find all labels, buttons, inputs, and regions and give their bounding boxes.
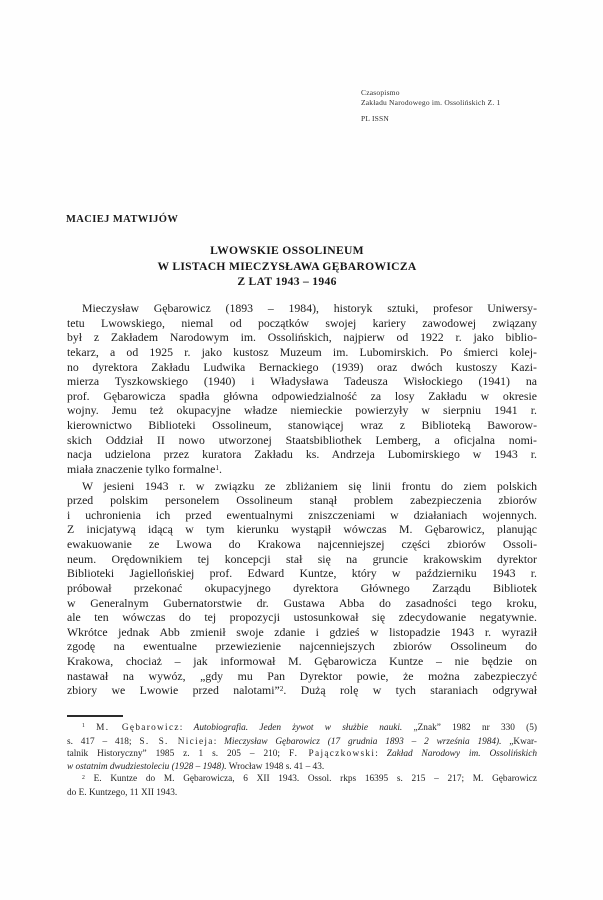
journal-header [361, 88, 541, 124]
text-line: kierownictwo Biblioteki Ossolineum, stanowiącej wraz z Biblioteką Baworow- [67, 418, 537, 432]
text-line: nastawał na wywóz, „gdy mu Pan Dyrektor powie, że można zabezpieczyć [67, 668, 537, 683]
journal-issn: PL ISSN [361, 114, 390, 123]
text-line: do E. Kuntzego, 11 XII 1943. [67, 787, 178, 798]
text-line: skich Oddział II nowo utworzonej Staatsbibliothek Lemberg, a oficjalna nomi- [67, 432, 537, 447]
text-line: zgodę na ewentualne przewiezienie najcenniejszych zbiorów Ossolineum do [67, 639, 537, 654]
footnote-divider [67, 715, 123, 717]
footnotes [67, 722, 537, 800]
text-line: W jesieni 1943 r. w związku ze zbliżaniem się linii frontu do ziem polskich [82, 478, 537, 493]
text-line: ale ten wówczas do tej propozycji ustosunkował się zdecydowanie negatywnie. [67, 610, 537, 625]
text-line: s. 417 – 418; S. S. Nicieja: Mieczysław Gębarowicz (17 grudnia 1893 – 2 września 1984). „Kwar- [67, 736, 537, 747]
journal-header-line: Czasopismo [361, 88, 400, 97]
text-line: Krakowa, chociaż – jak informował M. Gębarowicza Kuntze – nie będzie on [67, 654, 537, 668]
article-body [67, 301, 537, 700]
text-line: w ostatnim dwudziestoleciu (1928 – 1948). Wrocław 1948 s. 41 – 43. [67, 761, 325, 772]
journal-header-line: Zakładu Narodowego im. Ossolińskich Z. 1 [361, 98, 501, 107]
text-line: w Generalnym Gubernatorstwie dr. Gustawa Abba do zasadności tego kroku, [67, 595, 537, 610]
text-line: mierza Tyszkowskiego (1940) i Władysława Tadeusza Wisłockiego (1941) na [67, 374, 537, 389]
text-line: prof. Gębarowicza spadła główna odpowiedzialność za losy Zakładu w okresie [67, 388, 537, 403]
article-title-line: Z LAT 1943 – 1946 [237, 275, 337, 289]
body-paragraph [67, 479, 537, 700]
article-title [67, 243, 507, 290]
text-line: Mieczysław Gębarowicz (1893 – 1984), historyk sztuki, profesor Uniwersy- [82, 301, 537, 315]
article-title-line: LWOWSKIE OSSOLINEUM [210, 244, 364, 257]
text-line: próbował przekonać okupacyjnego dyrektora Głównego Zarządu Bibliotek [67, 580, 537, 595]
footnote [67, 773, 537, 799]
text-line: talnik Historyczny” 1985 z. 1 s. 205 – 210; F. Pajączkowski: Zakład Narodowy im. Ossolińskich [67, 749, 537, 760]
text-line: tetu Lwowskiego, niemal od początków swojej kariery zawodowej związany [67, 315, 537, 330]
article-title-line: W LISTACH MIECZYSŁAWA GĘBAROWICZA [157, 259, 417, 273]
text-line: przed polskim personelem Ossolineum stanął problem zabezpieczenia zbiorów [67, 493, 537, 508]
text-line: był z Zakładem Narodowym im. Ossolińskich, najpierw od 1922 r. jako biblio- [67, 330, 537, 345]
text-line: Wkrótce jednak Abb zmienił swoje zdanie i gdzieś w listopadzie 1943 r. wyraził [67, 624, 537, 639]
text-line: $^2$ E. Kuntze do M. Gębarowicza, 6 XII 1943. Ossol. rkps 16395 s. 215 – 217; M. Gębarowicz [82, 774, 537, 785]
text-line: wojny. Jemu też okupacyjne władze niemieckie powierzyły w sierpniu 1941 r. [67, 403, 537, 418]
text-line: zbiory we Lwowie przed nalotami”$^2$. Dużą rolę w tych staraniach odgrywał [67, 683, 538, 698]
text-line: $^1$ M. Gębarowicz: Autobiografia. Jeden żywot w służbie nauki. „Znak” 1982 nr 330 (5) [82, 723, 537, 733]
text-line: neum. Orędownikiem tej koncepcji stał się na gruncie krakowskim dyrektor [67, 551, 537, 566]
footnote [67, 722, 537, 773]
text-line: Z inicjatywą idącą w tym kierunku wystąpił wówczas M. Gębarowicz, planując [67, 522, 537, 537]
text-line: nacja udzielona przez kuratora Zakładu ks. Andrzeja Lubomirskiego w 1943 r. [67, 447, 537, 462]
text-line: i uchronienia ich przed ewentualnymi zniszczeniami w działaniach wojennych. [67, 507, 537, 522]
text-line: Biblioteki Jagiellońskiej prof. Edward Kuntze, który w październiku 1943 r. [67, 566, 537, 581]
body-paragraph [67, 301, 537, 479]
text-line: tekarz, a od 1925 r. jako kustosz Muzeum im. Lubomirskich. Po śmierci kolej- [67, 344, 537, 359]
text-line: no dyrektora Zakładu Ludwika Bernackiego (1939) oraz dwóch kustoszy Kazi- [67, 359, 537, 374]
text-line: miała znaczenie tylko formalne$^1$. [67, 461, 222, 476]
author-name: MACIEJ MATWIJÓW [66, 214, 179, 225]
text-line: ewakuowanie ze Lwowa do Krakowa najcenniejszej części zbiorów Ossoli- [67, 537, 537, 551]
